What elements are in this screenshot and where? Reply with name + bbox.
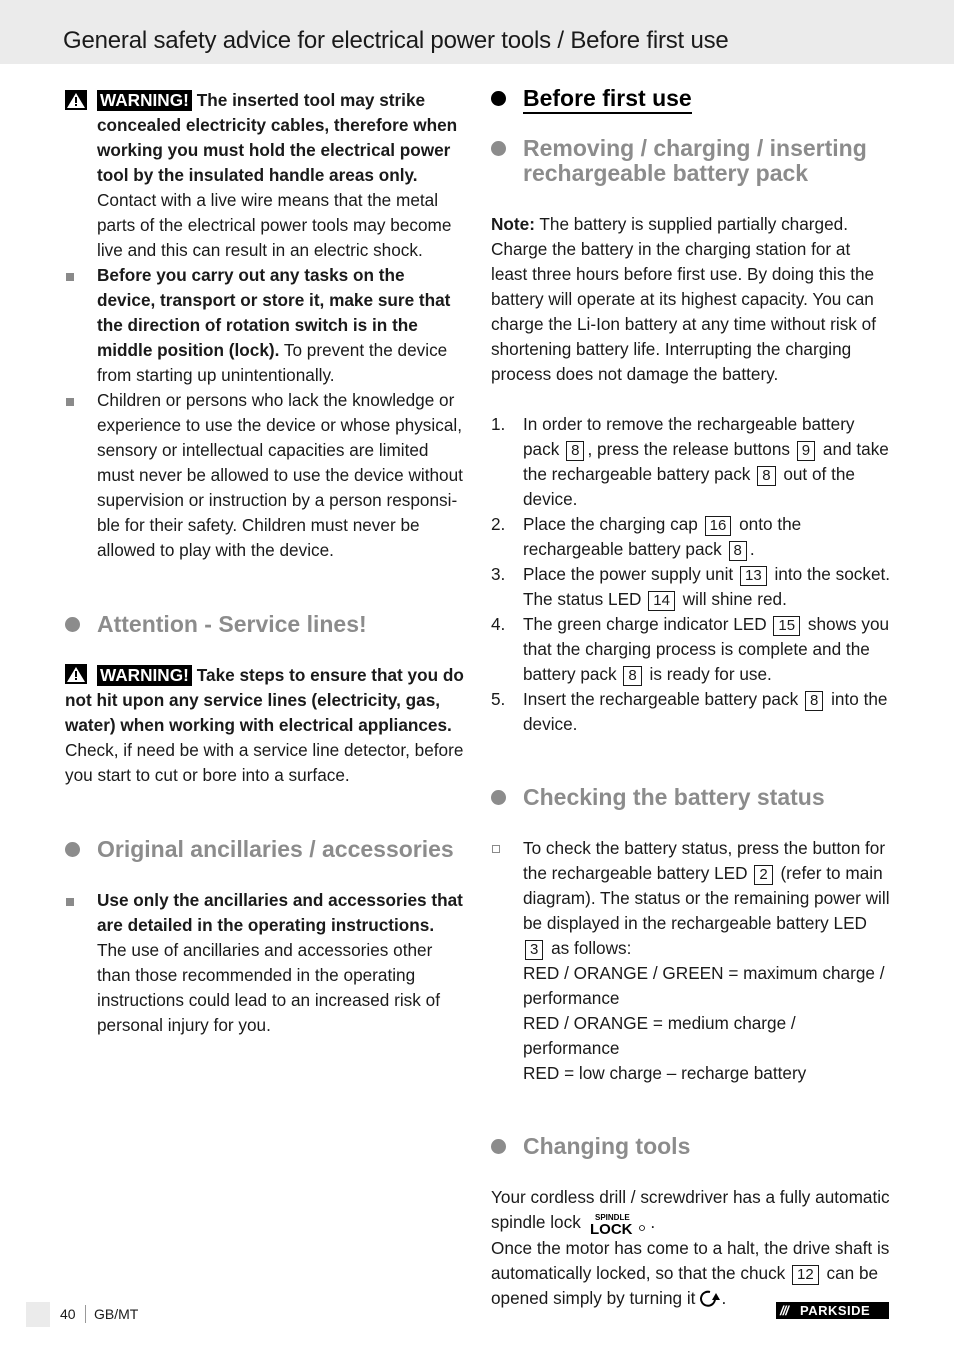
heading-dot-icon bbox=[65, 617, 80, 632]
section-heading-ancillaries: Original ancillaries / accessories bbox=[65, 837, 465, 862]
ref-number: 15 bbox=[773, 616, 800, 636]
section-heading-changing-tools: Changing tools bbox=[491, 1134, 891, 1159]
warning-triangle-icon bbox=[65, 664, 87, 684]
warning-block-2 bbox=[65, 663, 465, 788]
ref-number: 9 bbox=[797, 441, 815, 461]
note-label: Note: bbox=[491, 214, 535, 234]
bullet-bold-text: Use only the ancillaries and accessories that are detailed in the operating instructions. bbox=[97, 890, 463, 935]
step-item: 5. Insert the rechargeable battery pack 8 into the device. bbox=[491, 689, 888, 734]
note-paragraph bbox=[491, 212, 891, 387]
note-text: The battery is supplied partially charged. Charge the battery in the charging station for at least three hours before first use. By doing this the battery will operate at its highest capacity. You can charge the Li-Ion battery at any time without risk of shortening battery life. Interrupting the charging process does not damage the battery. bbox=[491, 214, 876, 384]
bullet-item bbox=[65, 888, 465, 1038]
warning-badge: WARNING! bbox=[97, 665, 192, 686]
step-item: 3. Place the power supply unit 13 into the socket. The status LED 14 will shine red. bbox=[491, 564, 891, 609]
main-heading-before-first-use: Before first use bbox=[491, 86, 891, 111]
language-code: GB/MT bbox=[94, 1306, 139, 1322]
section-heading-checking-battery: Checking the battery status bbox=[491, 785, 891, 810]
ref-number: 8 bbox=[566, 441, 584, 461]
ref-number: 8 bbox=[729, 541, 747, 561]
step-item: 4. The green charge indicator LED 15 shows you that the charging process is complete and the battery pack 8 is ready for use. bbox=[491, 614, 890, 684]
svg-text:LOCK: LOCK bbox=[589, 1221, 633, 1236]
ref-number: 12 bbox=[792, 1265, 819, 1285]
ref-number: 2 bbox=[754, 865, 772, 885]
heading-dot-icon bbox=[491, 141, 506, 156]
step-item: 2. Place the charging cap 16 onto the rechargeable battery pack 8 . bbox=[491, 514, 802, 559]
left-column bbox=[65, 88, 465, 1038]
ref-number: 8 bbox=[623, 666, 641, 686]
ref-number: 8 bbox=[757, 466, 775, 486]
page-number: 40 bbox=[60, 1306, 76, 1322]
warning-bold-text: The inserted tool may strike concealed electricity cables, therefore when working you must hold the electrical power tool by the insulated handle areas only. bbox=[97, 90, 458, 185]
heading-dot-icon bbox=[491, 1139, 506, 1154]
spindle-lock-logo-icon bbox=[590, 1212, 646, 1236]
right-column bbox=[491, 86, 891, 1311]
status-line-medium: RED / ORANGE = medium charge / performance bbox=[523, 1013, 796, 1058]
status-line-low: RED = low charge – recharge battery bbox=[523, 1063, 807, 1083]
step-item: 1. In order to remove the rechargeable battery pack 8 , press the release buttons 9 and take the rechargeable battery pack 8 out of the device. bbox=[491, 414, 889, 509]
warning-text: Check, if need be with a service line detector, before you start to cut or bore into a surface. bbox=[65, 740, 464, 785]
warning-badge: WARNING! bbox=[97, 90, 192, 111]
checkbox-bullet-icon bbox=[492, 845, 500, 853]
ref-number: 8 bbox=[805, 691, 823, 711]
tools-paragraph: Your cordless drill / screwdriver has a fully automatic spindle lock SPINDLE LOCK . Once the motor has come to a halt, the drive shaft is automatically locked, so that the chuck 12 can be opened simply by turning it . bbox=[491, 1187, 890, 1308]
warning-triangle-icon bbox=[65, 90, 87, 110]
square-bullet-icon bbox=[66, 273, 74, 281]
warning-text: Contact with a live wire means that the metal parts of the electrical power tools may become live and this can result in an electric shock. bbox=[97, 190, 452, 260]
section-heading-removing-battery: Removing / charging / inserting rechargeable battery pack bbox=[491, 136, 891, 186]
bullet-text: The use of ancillaries and accessories other than those recommended in the operating instructions could lead to an increased risk of personal injury for you. bbox=[97, 940, 440, 1035]
section-heading-service-lines: Attention - Service lines! bbox=[65, 612, 465, 637]
bullet-text: Children or persons who lack the knowledge or experience to use the device or whose physical, sensory or intellectual capacities are limited must never be allowed to use the device without supervision or instruction by a person responsible for their safety. Children must never be allowed to play with the device. bbox=[97, 390, 463, 560]
page-title: General safety advice for electrical power tools / Before first use bbox=[63, 27, 729, 54]
svg-text:SPINDLE: SPINDLE bbox=[594, 1213, 630, 1222]
bullet-text: To prevent the device from starting up unintentionally. bbox=[97, 340, 448, 385]
status-line-max: RED / ORANGE / GREEN = maximum charge / performance bbox=[523, 963, 885, 1008]
heading-dot-icon bbox=[491, 790, 506, 805]
heading-dot-icon bbox=[491, 91, 506, 106]
ref-number: 14 bbox=[648, 591, 675, 611]
heading-dot-icon bbox=[65, 842, 80, 857]
footer-divider bbox=[85, 1305, 86, 1323]
square-bullet-icon bbox=[66, 398, 74, 406]
square-bullet-icon bbox=[66, 898, 74, 906]
ref-number: 16 bbox=[705, 516, 732, 536]
check-item: To check the battery status, press the button for the rechargeable battery LED 2 (refer to main diagram). The status or the remaining power will be displayed in the rechargeable battery LED 3 as follows: RED / ORANGE / GREEN = maximum charge / performance RED / ORANGE = medium charge / performance RED = low charge – recharge battery bbox=[491, 836, 891, 1086]
ref-number: 13 bbox=[740, 566, 767, 586]
footer-box bbox=[26, 1302, 50, 1327]
bullet-item bbox=[65, 388, 465, 563]
warning-block-1 bbox=[65, 88, 465, 263]
ref-number: 3 bbox=[525, 940, 543, 960]
rotate-clockwise-icon bbox=[699, 1289, 721, 1307]
parkside-logo: /// PARKSIDE bbox=[776, 1302, 889, 1319]
warning-bold-text: Take steps to ensure that you do not hit upon any service lines (electricity, gas, water) when working with electrical appliances. bbox=[65, 665, 464, 735]
bullet-bold-text: Before you carry out any tasks on the device, transport or store it, make sure that the direction of rotation switch is in the middle position (lock). bbox=[97, 265, 451, 360]
bullet-item bbox=[65, 263, 465, 388]
